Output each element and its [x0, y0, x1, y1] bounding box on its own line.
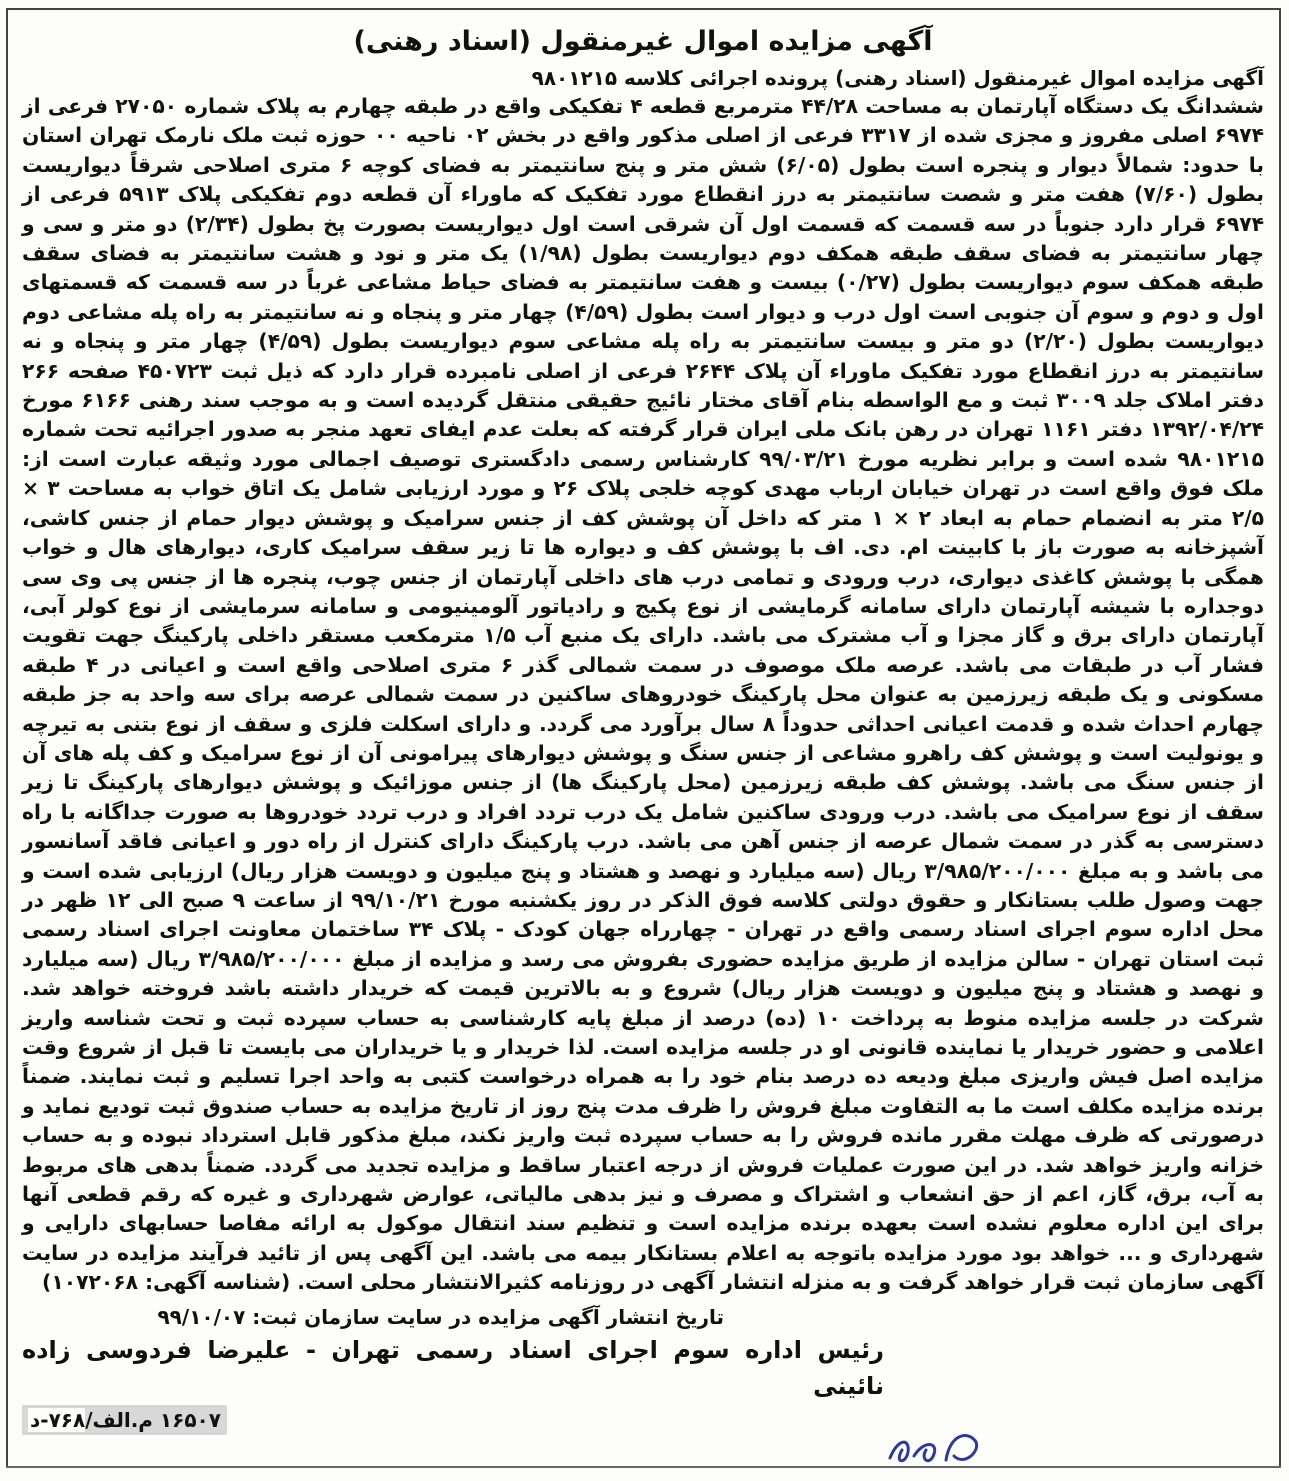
notice-title: آگهی مزایده اموال غیرمنقول (اسناد رهنی) [353, 26, 933, 57]
handwritten-number [880, 1420, 990, 1470]
auction-notice [22, 22, 1264, 1404]
notice-subtitle: آگهی مزایده اموال غیرمنقول (اسناد رهنی) پرونده اجرائی کلاسه ۹۸۰۱۲۱۵ [531, 66, 1264, 90]
signature-line: رئیس اداره سوم اجرای اسناد رسمی تهران - علیرضا فردوسی زاده نائینی [22, 1335, 884, 1400]
notice-code-main: ۱۶۵۰۷ م.الف/ [85, 1408, 221, 1432]
notice-body: ششدانگ یک دستگاه آپارتمان به مساحت ۴۴/۲۸ مترمربع قطعه ۴ تفکیکی واقع در طبقه چهارم به پلاک شماره ۲۷۰۵۰ فرعی از ۶۹۷۴ اصلی مفروز و مجزی شده از ۳۳۱۷ فرعی از اصلی مذکور واقع در بخش ۰۲ ناحیه ۰۰ حوزه ثبت ملک نارمک تهران استان با حدود: شمالاً دیوار و پنجره است بطول (۶/۰۵) شش متر و پنج سانتیمتر به فضای کوچه ۶ متری اصلاحی شرقاً دیواریست بطول (۷/۶۰) هفت متر و شصت سانتیمتر به درز انقطاع مورد تفکیک که ماوراء آن قطعه دوم تفکیکی پلاک ۵۹۱۳ فرعی از ۶۹۷۴ قرار دارد جنوباً در سه قسمت که قسمت اول آن شرقی است اول دیواریست بصورت پخ بطول (۲/۳۴) دو متر و سی و چهار سانتیمتر به فضای سقف طبقه همکف دوم دیواریست بطول (۱/۹۸) یک متر و نود و هشت سانتیمتر به فضای سقف طبقه همکف سوم دیواریست بطول (۰/۲۷) بیست و هفت سانتیمتر به فضای حیاط مشاعی غرباً در سه قسمت که قسمتهای اول و دوم و سوم آن جنوبی است اول درب و دیوار است بطول (۴/۵۹) چهار متر و پنجاه و نه سانتیمتر به راه پله مشاعی دوم دیواریست بطول (۲/۲۰) دو متر و بیست سانتیمتر به راه پله مشاعی سوم دیواریست بطول (۴/۵۹) چهار متر و پنجاه و نه سانتیمتر به درز انقطاع مورد تفکیک ماوراء آن پلاک ۲۶۴۴ فرعی از اصلی نامبرده قرار دارد که ذیل ثبت ۴۵۰۷۲۳ صفحه ۲۶۶ دفتر املاک جلد ۳۰۰۹ ثبت و مع الواسطه بنام آقای مختار نائیج حقیقی منتقل گردیده است و به موجب سند رهنی ۶۱۶۶ مورخ ۱۳۹۲/۰۴/۲۴ دفتر ۱۱۶۱ تهران در رهن بانک ملی ایران قرار گرفته که بعلت عدم ایفای تعهد منجر به صدور اجرائیه تحت شماره ۹۸۰۱۲۱۵ شده است و برابر نظریه مورخ ۹۹/۰۳/۲۱ کارشناس رسمی دادگستری توصیف اجمالی مورد وثیقه عبارت است از: ملک فوق واقع است در تهران خیابان ارباب مهدی کوچه خلجی پلاک ۲۶ و مورد ارزیابی شامل یک اتاق خواب به مساحت ۳ × ۲/۵ متر به انضمام حمام به ابعاد ۲ × ۱ متر که داخل آن پوشش کف از جنس سرامیک و پوشش دیوار حمام از جنس کاشی، آشپزخانه به صورت باز با کابینت ام. دی. اف با پوشش کف و دیواره ها تا زیر سقف سرامیک کاری، دیوارهای هال و خواب همگی با پوشش کاغذی دیواری، درب ورودی و تمامی درب های داخلی آپارتمان از جنس چوب، پنجره ها از جنس پی وی سی دوجداره با شیشه آپارتمان دارای سامانه گرمایشی از نوع پکیج و رادیاتور آلومینیومی و سامانه سرمایشی از نوع کولر آبی، آپارتمان دارای برق و گاز مجزا و آب مشترک می باشد. دارای یک منبع آب ۱/۵ مترمکعب مستقر داخلی پارکینگ جهت تقویت فشار آب در طبقات می باشد. عرصه ملک موصوف در سمت شمالی گذر ۶ متری اصلاحی واقع است و اعیانی در ۴ طبقه مسکونی و یک طبقه زیرزمین به عنوان محل پارکینگ خودروهای ساکنین در سمت شمالی عرصه برای سه واحد به جز طبقه چهارم احداث شده و قدمت اعیانی احداثی حدوداً ۸ سال برآورد می گردد. و دارای اسکلت فلزی و سقف از نوع بتنی به تیرچه و یونولیت است و پوشش کف راهرو مشاعی از جنس سنگ و پوشش دیوارهای پیرامونی آن از نوع سرامیک و کف پله های آن از جنس سنگ می باشد. پوشش کف طبقه زیرزمین (محل پارکینگ ها) از جنس موزائیک و پوشش دیوارهای پارکینگ تا زیر سقف از نوع سرامیک می باشد. درب ورودی ساکنین شامل یک درب تردد افراد و درب تردد خودروها به صورت جداگانه با راه دسترسی به گذر در سمت شمال عرصه از جنس آهن می باشد. درب پارکینگ دارای کنترل از راه دور و اعیانی فاقد آسانسور می باشد و به مبلغ ۳/۹۸۵/۲۰۰/۰۰۰ ریال (سه میلیارد و نهصد و هشتاد و پنج میلیون و دویست هزار ریال) ارزیابی شده است و جهت وصول طلب بستانکار و حقوق دولتی کلاسه فوق الذکر در روز یکشنبه مورخ ۹۹/۱۰/۲۱ از ساعت ۹ صبح الی ۱۲ ظهر در محل اداره سوم اجرای اسناد رسمی واقع در تهران - چهارراه جهان کودک - پلاک ۳۴ ساختمان معاونت اجرای اسناد رسمی ثبت استان تهران - سالن مزایده از طریق مزایده حضوری بفروش می رسد و مزایده از مبلغ ۳/۹۸۵/۲۰۰/۰۰۰ ریال (سه میلیارد و نهصد و هشتاد و پنج میلیون و دویست هزار ریال) شروع و به بالاترین قیمت که خریدار داشته باشد فروخته خواهد شد. شرکت در جلسه مزایده منوط به پرداخت ۱۰ (ده) درصد از مبلغ پایه کارشناسی به حساب سپرده ثبت و تحت شناسه واریز اعلامی و حضور خریدار یا نماینده قانونی او در جلسه مزایده است. لذا خریدار و یا خریداران می بایست تا قبل از شروع وقت مزایده اصل فیش واریزی مبلغ ودیعه ده درصد بنام خود را به همراه درخواست کتبی به واحد اجرا تسلیم و ثبت نمایند. ضمناً برنده مزایده مکلف است ما به التفاوت مبلغ فروش را ظرف مدت پنج روز از تاریخ مزایده به حساب صندوق ثبت تودیع نماید و درصورتی که ظرف مهلت مقرر مانده فروش را به حساب سپرده ثبت واریز نکند، مبلغ مذکور قابل استرداد نبوده و به حساب خزانه واریز خواهد شد. در این صورت عملیات فروش از درجه اعتبار ساقط و مزایده تجدید می گردد. ضمناً بدهی های مربوط به آب، برق، گاز، اعم از حق انشعاب و اشتراک و مصرف و نیز بدهی مالیاتی، عوارض شهرداری و غیره که رقم قطعی آنها برای این اداره معلوم نشده است بعهده برنده مزایده است و تنظیم سند انتقال موکول به ارائه مفاصا حسابهای دارایی و شهرداری و ... خواهد بود مورد مزایده باتوجه به اعلام بستانکار بیمه می باشد. این آگهی پس از تائید فرآیند مزایده در سایت آگهی سازمان ثبت قرار خواهد گرفت و به منزله انتشار آگهی در روزنامه کثیرالانتشار محلی است. (شناسه آگهی: ۱۰۷۲۰۶۸) [22, 94, 1265, 1295]
bottom-rule [6, 1466, 1281, 1468]
handwritten-number-text: ۳۵۶ [935, 1450, 937, 1451]
publish-date: تاریخ انتشار آگهی مزایده در سایت سازمان ثبت: ۹۹/۱۰/۰۷ [157, 1304, 724, 1329]
notice-code-suffix: ۷۶۸-د [30, 1408, 86, 1432]
notice-code [22, 1405, 227, 1435]
